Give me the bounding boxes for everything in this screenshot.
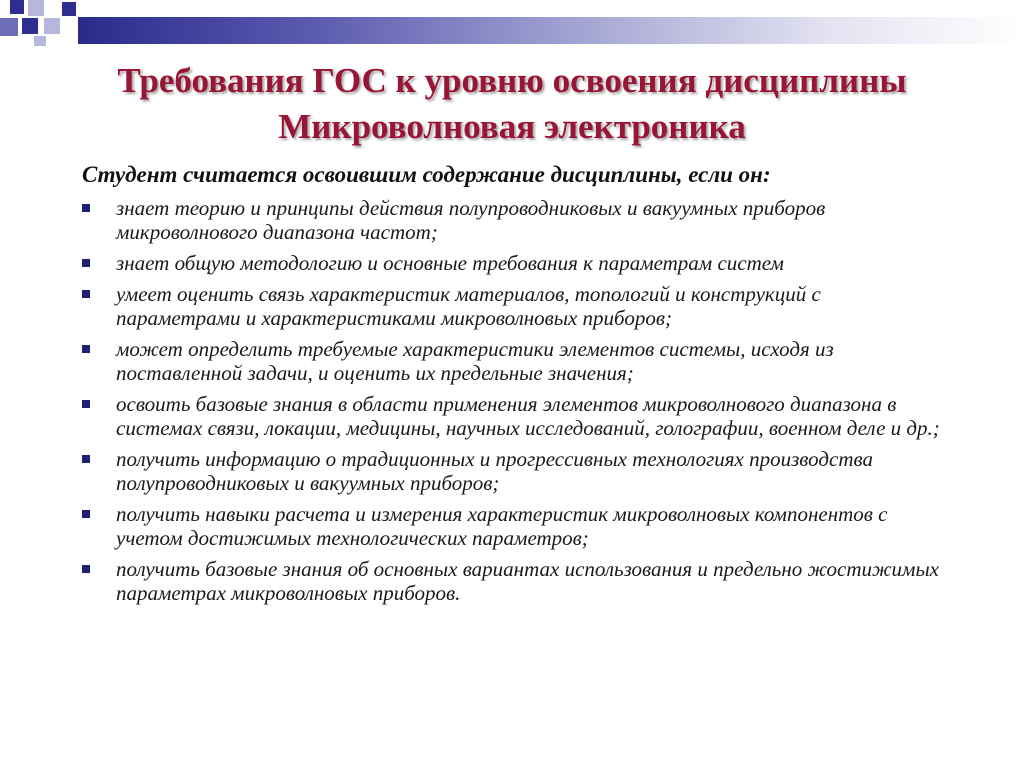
list-item-text: умеет оценить связь характеристик материалов, топологий и конструкций с параметрами и характеристиками микроволновых приборов; [116, 282, 821, 330]
list-item-text: знает общую методологию и основные требования к параметрам систем [116, 251, 784, 275]
list-item [80, 282, 950, 330]
square-bullet-icon [82, 400, 90, 408]
checker-square-mid [0, 18, 18, 36]
list-item-text: может определить требуемые характеристики элементов системы, исходя из поставленной задачи, и оценить их предельные значения; [116, 337, 834, 385]
list-item-text: получить навыки расчета и измерения характеристик микроволновых компонентов с учетом достижимых технологических параметров; [116, 502, 888, 550]
list-item [80, 337, 950, 385]
checker-square-light [28, 0, 44, 16]
slide-title [40, 58, 984, 150]
checker-square-light [34, 36, 46, 46]
checker-square-light [44, 18, 60, 34]
list-item [80, 392, 950, 440]
header-decoration [0, 0, 1024, 46]
list-item [80, 502, 950, 550]
list-item [80, 196, 950, 244]
list-item-text: получить базовые знания об основных вариантах использования и предельно жостижимых параметрах микроволновых приборов. [116, 557, 939, 605]
square-bullet-icon [82, 345, 90, 353]
title-line-2: Микроволновая электроника [278, 107, 746, 146]
list-item [80, 447, 950, 495]
list-item [80, 557, 950, 605]
list-item-text: получить информацию о традиционных и прогрессивных технологиях производства полупроводниковых и вакуумных приборов; [116, 447, 873, 495]
square-bullet-icon [82, 565, 90, 573]
requirements-list [80, 196, 950, 612]
checker-square-dark [22, 18, 38, 34]
header-gradient-bar [78, 17, 1024, 44]
square-bullet-icon [82, 510, 90, 518]
list-item-text: знает теорию и принципы действия полупроводниковых и вакуумных приборов микроволнового диапазона частот; [116, 196, 826, 244]
square-bullet-icon [82, 455, 90, 463]
checker-squares-icon [10, 0, 24, 14]
checker-square-dark [62, 2, 76, 16]
title-line-1: Требования ГОС к уровню освоения дисциплины [117, 61, 907, 100]
square-bullet-icon [82, 259, 90, 267]
list-item [80, 251, 950, 275]
square-bullet-icon [82, 290, 90, 298]
list-item-text: освоить базовые знания в области применения элементов микроволнового диапазона в системах связи, локации, медицины, научных исследований, голографии, военном деле и др.; [116, 392, 940, 440]
lead-text: Студент считается освоившим содержание дисциплины, если он: [82, 162, 771, 187]
square-bullet-icon [82, 204, 90, 212]
